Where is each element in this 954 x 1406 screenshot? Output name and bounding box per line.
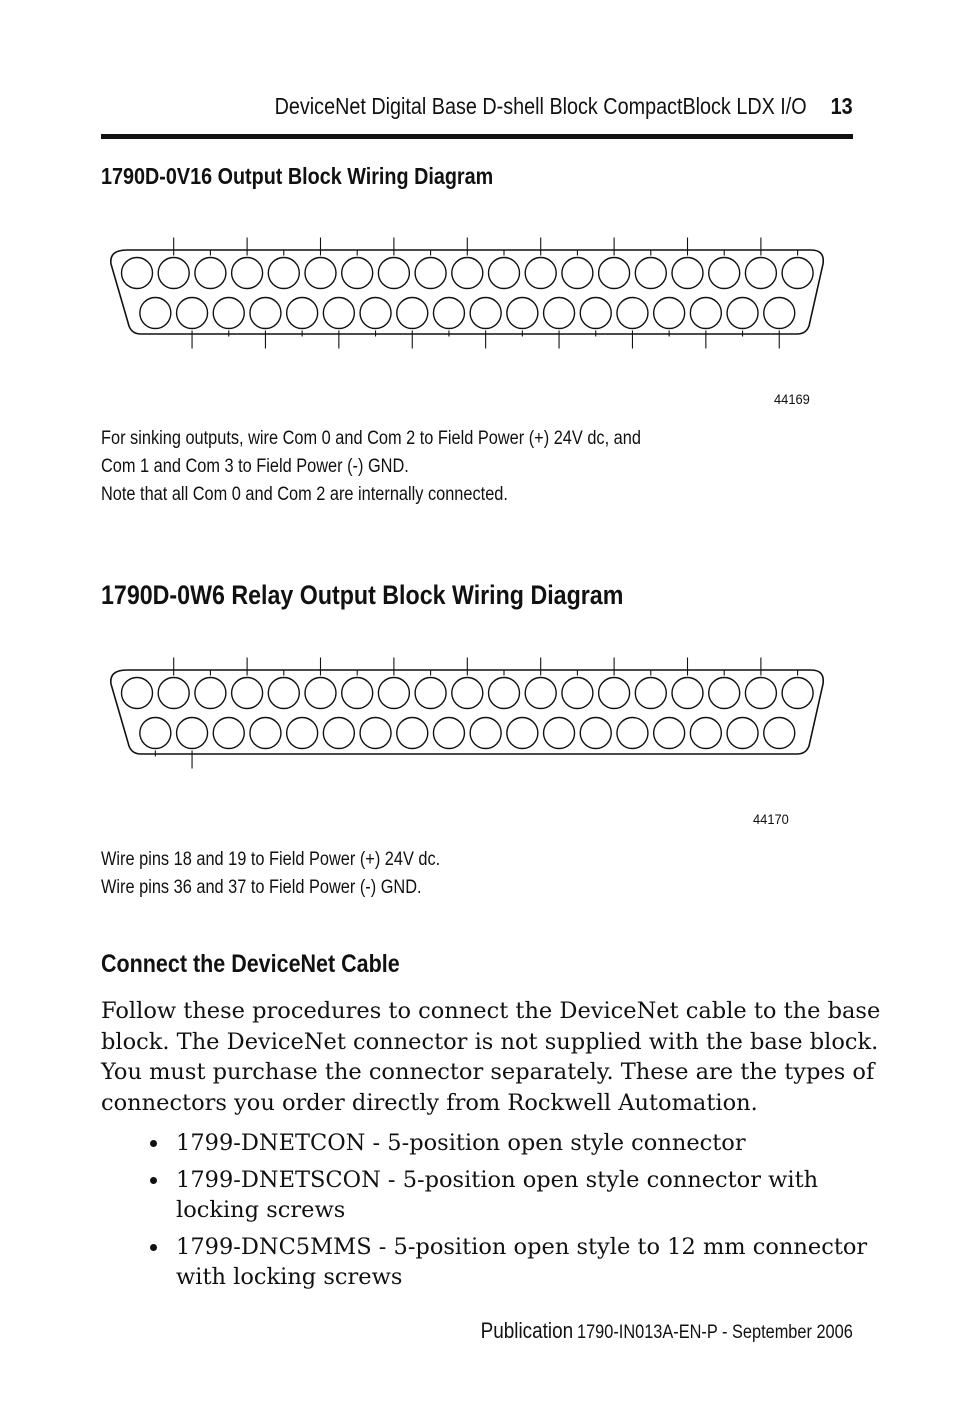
pin-bottom (433, 298, 464, 329)
list-item (150, 1128, 853, 1158)
list-item-text: with locking screws (176, 1264, 403, 1290)
header-rule (101, 134, 853, 139)
connector-shell (111, 250, 823, 334)
pin-bottom (250, 298, 281, 329)
bullet-icon (150, 1244, 157, 1251)
section-heading-0v16: 1790D-0V16 Output Block Wiring Diagram (101, 163, 494, 189)
pin-bottom (690, 298, 721, 329)
pin-bottom (690, 718, 721, 749)
pin-top (672, 678, 703, 709)
pin-bottom (544, 298, 575, 329)
pin-top (672, 258, 703, 289)
list-item (150, 1165, 853, 1225)
list-item-text: locking screws (176, 1197, 346, 1223)
pin-top (525, 258, 556, 289)
list-item-text: 1799-DNC5MMS - 5-position open style to 12 mm connector (176, 1234, 868, 1260)
page-number: 13 (830, 93, 853, 119)
list-item-text: 1799-DNETCON - 5-position open style connector (176, 1130, 746, 1156)
section-heading-devicenet-cable: Connect the DeviceNet Cable (101, 950, 400, 978)
pin-bottom (617, 298, 648, 329)
figure-number-44170: 44170 (753, 811, 789, 827)
figure-number-44169: 44169 (774, 391, 810, 407)
pin-top (745, 258, 776, 289)
footer-label: Publication (480, 1318, 574, 1343)
pin-top (562, 258, 593, 289)
pin-top (709, 678, 740, 709)
connector-list (150, 1128, 868, 1299)
pin-bottom (580, 718, 611, 749)
pin-top (158, 258, 189, 289)
pin-bottom (287, 298, 318, 329)
pin-top (562, 678, 593, 709)
wiring-note-0v16 (101, 425, 641, 509)
note-line: Wire pins 18 and 19 to Field Power (+) 24V dc. (101, 849, 441, 870)
pin-top (305, 258, 336, 289)
paragraph-line: connectors you order directly from Rockwell Automation. (101, 1089, 758, 1116)
pin-top (378, 258, 409, 289)
pin-top (415, 678, 446, 709)
dshell-connector (111, 238, 823, 349)
pin-top (635, 258, 666, 289)
pin-bottom (764, 298, 795, 329)
pin-top (599, 258, 630, 289)
pin-top (415, 258, 446, 289)
pin-bottom (323, 718, 354, 749)
pin-bottom (507, 718, 538, 749)
pin-top (342, 678, 373, 709)
pin-bottom (727, 718, 758, 749)
list-item-text: 1799-DNETSCON - 5-position open style connector with (176, 1167, 819, 1193)
pin-top (452, 258, 483, 289)
pin-bottom (287, 718, 318, 749)
note-line: For sinking outputs, wire Com 0 and Com 2 to Field Power (+) 24V dc, and (101, 428, 641, 449)
header-title: DeviceNet Digital Base D-shell Block CompactBlock LDX I/O (274, 93, 807, 119)
pin-bottom (544, 718, 575, 749)
paragraph-line: Follow these procedures to connect the DeviceNet cable to the base (101, 998, 881, 1024)
pin-bottom (617, 718, 648, 749)
pin-top (122, 258, 153, 289)
running-header (101, 93, 853, 125)
pin-top (122, 678, 153, 709)
pin-top (782, 678, 813, 709)
pin-top (232, 258, 263, 289)
pin-bottom (213, 298, 244, 329)
footer (481, 1318, 853, 1344)
pin-top (599, 678, 630, 709)
pin-top (305, 678, 336, 709)
pin-bottom (727, 298, 758, 329)
bullet-icon (150, 1177, 157, 1184)
pin-bottom (507, 298, 538, 329)
pin-bottom (397, 718, 428, 749)
pin-top (489, 258, 520, 289)
pin-bottom (360, 298, 391, 329)
pin-top (378, 678, 409, 709)
pin-bottom (470, 298, 501, 329)
connector-shell (111, 670, 823, 754)
pin-top (268, 678, 299, 709)
pin-top (195, 258, 226, 289)
note-line: Com 1 and Com 3 to Field Power (-) GND. (101, 456, 409, 477)
pin-bottom (140, 718, 171, 749)
pin-top (745, 678, 776, 709)
pin-bottom (177, 298, 208, 329)
note-line: Note that all Com 0 and Com 2 are internally connected. (101, 484, 508, 505)
pin-bottom (580, 298, 611, 329)
pin-top (709, 258, 740, 289)
pin-bottom (250, 718, 281, 749)
pin-top (158, 678, 189, 709)
pin-top (268, 258, 299, 289)
body-paragraph (101, 996, 881, 1118)
pin-bottom (397, 298, 428, 329)
note-line: Wire pins 36 and 37 to Field Power (-) GND. (101, 877, 422, 898)
pin-top (489, 678, 520, 709)
pin-top (635, 678, 666, 709)
pin-bottom (433, 718, 464, 749)
bullet-icon (150, 1140, 157, 1147)
paragraph-line: block. The DeviceNet connector is not supplied with the base block. (101, 1028, 879, 1055)
pin-top (232, 678, 263, 709)
pin-bottom (213, 718, 244, 749)
paragraph-line: You must purchase the connector separately. These are the types of (101, 1059, 875, 1085)
pin-bottom (177, 718, 208, 749)
pin-bottom (323, 298, 354, 329)
dshell-connector (111, 658, 823, 769)
pin-top (195, 678, 226, 709)
pin-bottom (654, 718, 685, 749)
pin-bottom (654, 298, 685, 329)
wiring-note-0w6 (101, 846, 440, 902)
pin-top (452, 678, 483, 709)
pin-bottom (360, 718, 391, 749)
pin-bottom (140, 298, 171, 329)
list-item (150, 1232, 868, 1292)
section-heading-0w6: 1790D-0W6 Relay Output Block Wiring Diagram (101, 580, 624, 610)
pin-top (342, 258, 373, 289)
wiring-diagram-0v16 (101, 222, 841, 372)
pin-bottom (764, 718, 795, 749)
publication-id: 1790-IN013A-EN-P - September 2006 (577, 1322, 853, 1343)
pin-top (782, 258, 813, 289)
wiring-diagram-0w6 (101, 642, 841, 792)
pin-top (525, 678, 556, 709)
pin-bottom (470, 718, 501, 749)
